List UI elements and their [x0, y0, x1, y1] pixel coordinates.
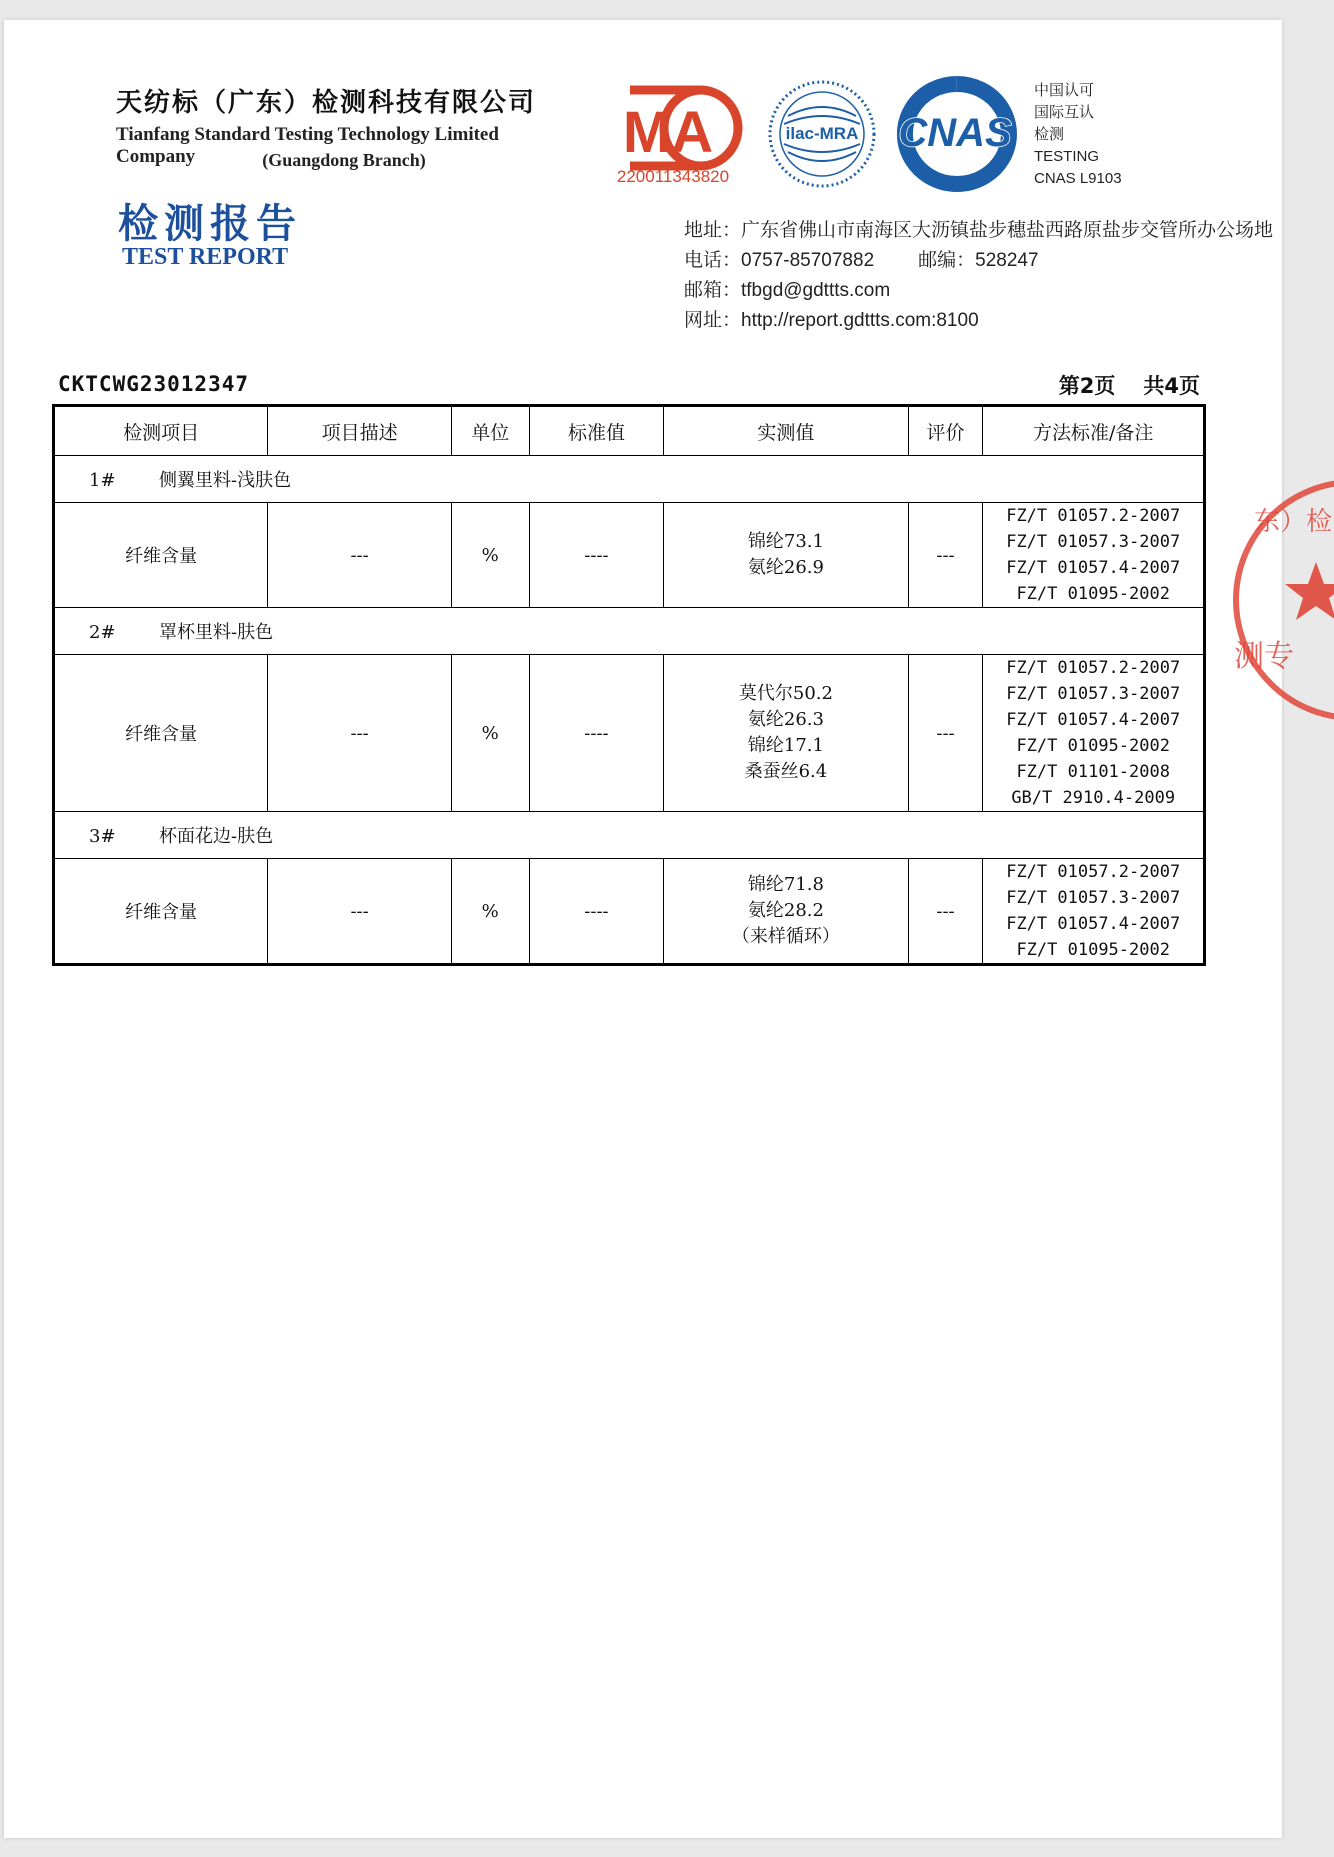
header-unit: 单位 — [451, 406, 529, 456]
cnas-line: 国际互认 — [1034, 104, 1095, 121]
header-standard: 标准值 — [529, 406, 664, 456]
report-page — [4, 20, 1333, 1838]
cell-unit: % — [451, 503, 529, 608]
cell-description: --- — [268, 655, 451, 812]
cell-results — [664, 859, 908, 965]
ilac-logo-text: ilac-MRA — [785, 124, 859, 143]
svg-text:东）检: 东）检 — [1254, 507, 1333, 537]
sample-name: 罩杯里料-肤色 — [159, 622, 274, 643]
email: 邮箱：tfbgd@gdttts.com — [684, 280, 891, 301]
sample-name: 侧翼里料-浅肤色 — [159, 470, 292, 491]
method-line: FZ/T 01057.4-2007 — [1006, 558, 1181, 578]
cell-results — [664, 503, 908, 608]
sample-row — [54, 812, 1205, 859]
header-method: 方法标准/备注 — [983, 406, 1205, 456]
cnas-line: CNAS L9103 — [1034, 170, 1122, 187]
cell-evaluation: --- — [908, 503, 983, 608]
cnas-line: 检测 — [1034, 126, 1065, 143]
report-number: CKTCWG23012347 — [58, 372, 250, 396]
phone: 电话：0757-85707882 — [684, 250, 875, 271]
method-line: FZ/T 01057.2-2007 — [1006, 658, 1181, 678]
cnas-logo-text: CNAS — [898, 111, 1012, 155]
postcode: 邮编：528247 — [918, 250, 1039, 271]
website: 网址：http://report.gdttts.com:8100 — [684, 310, 979, 331]
company-name-cn: 天纺标（广东）检测科技有限公司 — [116, 88, 537, 118]
header-test-item: 检测项目 — [54, 406, 268, 456]
cell-methods — [983, 859, 1205, 965]
cell-description: --- — [268, 503, 451, 608]
page-number: 第2页 — [1058, 374, 1116, 398]
cell-unit: % — [451, 655, 529, 812]
method-line: FZ/T 01095-2002 — [1016, 584, 1170, 604]
cnas-accreditation-text — [1034, 80, 1122, 190]
method-line: FZ/T 01057.3-2007 — [1006, 532, 1181, 552]
cell-standard: ---- — [529, 655, 664, 812]
address: 地址：广东省佛山市南海区大沥镇盐步穗盐西路原盐步交管所办公场地 — [684, 220, 1274, 241]
result-line: （来样循环） — [731, 926, 840, 947]
sample-row — [54, 608, 1205, 655]
method-line: FZ/T 01057.4-2007 — [1006, 914, 1181, 934]
cell-unit: % — [451, 859, 529, 965]
method-line: FZ/T 01095-2002 — [1016, 940, 1170, 960]
cell-item: 纤维含量 — [54, 503, 268, 608]
ma-logo-text: MA — [622, 100, 714, 165]
method-line: FZ/T 01057.2-2007 — [1006, 506, 1181, 526]
sample-id: 1# — [89, 470, 116, 491]
sample-name: 杯面花边-肤色 — [159, 826, 274, 847]
cell-evaluation: --- — [908, 655, 983, 812]
report-title-cn: 检测报告 — [118, 200, 302, 247]
ma-number: 220011343820 — [616, 167, 730, 186]
result-line: 氨纶26.9 — [747, 557, 824, 578]
cma-logo-icon — [610, 78, 740, 188]
method-line: FZ/T 01101-2008 — [1016, 762, 1170, 782]
header-result: 实测值 — [664, 406, 908, 456]
cell-item: 纤维含量 — [54, 859, 268, 965]
result-line: 莫代尔50.2 — [738, 683, 833, 704]
sample-id: 3# — [89, 826, 116, 847]
table-row — [54, 655, 1205, 812]
result-line: 锦纶17.1 — [747, 735, 824, 756]
report-title-en: TEST REPORT — [122, 244, 289, 270]
header-description: 项目描述 — [268, 406, 451, 456]
contact-info — [684, 216, 1273, 336]
table-row — [54, 503, 1205, 608]
cell-results — [664, 655, 908, 812]
result-line: 氨纶26.3 — [747, 709, 824, 730]
result-line: 桑蚕丝6.4 — [744, 761, 828, 782]
company-branch-en: (Guangdong Branch) — [262, 150, 426, 170]
cell-standard: ---- — [529, 503, 664, 608]
table-header-row — [54, 406, 1205, 456]
method-line: FZ/T 01057.2-2007 — [1006, 862, 1181, 882]
cell-description: --- — [268, 859, 451, 965]
sample-id: 2# — [89, 622, 116, 643]
method-line: FZ/T 01095-2002 — [1016, 736, 1170, 756]
company-name-en: Tianfang Standard Testing Technology Limited Company — [116, 124, 499, 167]
page-total: 共4页 — [1143, 374, 1200, 398]
cell-evaluation: --- — [908, 859, 983, 965]
table-row — [54, 859, 1205, 965]
method-line: FZ/T 01057.4-2007 — [1006, 710, 1181, 730]
seal-stamp-icon — [1224, 470, 1334, 730]
header-evaluation: 评价 — [908, 406, 983, 456]
cnas-line: 中国认可 — [1034, 82, 1095, 99]
method-line: FZ/T 01057.3-2007 — [1006, 888, 1181, 908]
cell-methods — [983, 503, 1205, 608]
cell-standard: ---- — [529, 859, 664, 965]
result-line: 锦纶73.1 — [747, 531, 824, 552]
method-line: GB/T 2910.4-2009 — [1011, 788, 1176, 808]
results-table — [52, 404, 1206, 966]
svg-text:测专: 测专 — [1234, 639, 1294, 674]
cell-item: 纤维含量 — [54, 655, 268, 812]
page-info — [1059, 370, 1200, 400]
cnas-line: TESTING — [1034, 148, 1100, 165]
result-line: 锦纶71.8 — [747, 874, 824, 895]
cell-methods — [983, 655, 1205, 812]
sample-row — [54, 456, 1205, 503]
method-line: FZ/T 01057.3-2007 — [1006, 684, 1181, 704]
result-line: 氨纶28.2 — [747, 900, 824, 921]
ilac-mra-logo-icon — [766, 68, 878, 200]
cnas-logo-icon — [892, 78, 1022, 188]
